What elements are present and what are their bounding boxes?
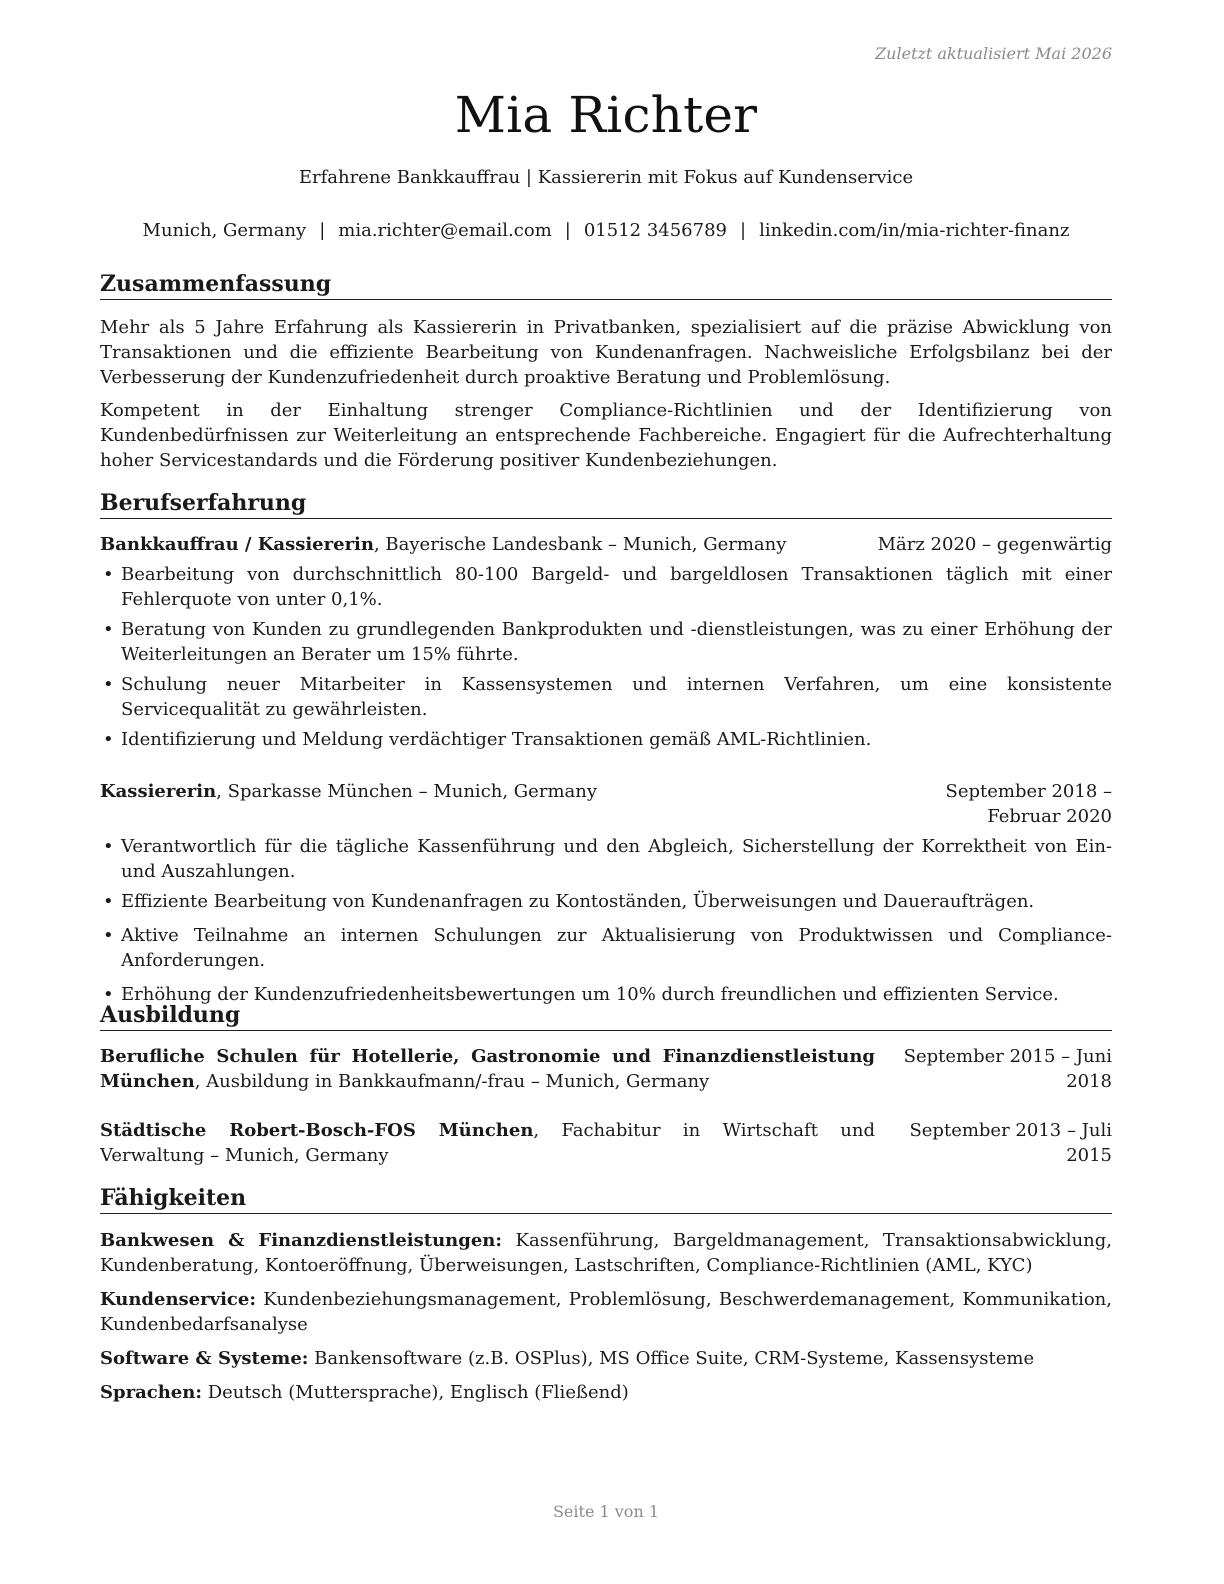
job-title: Bankkauffrau / Kassiererin [100,534,374,555]
page-number: Seite 1 von 1 [552,1502,660,1521]
education-detail: , Fachabitur in Wirtschaft und Verwaltung – Munich, Germany [100,1120,875,1166]
bullet-icon: • [103,984,114,1005]
list-item [100,562,1112,612]
job-title-line [100,779,597,829]
skill-group [100,1228,1112,1278]
job-dates: September 2018 – Februar 2020 [945,781,1112,827]
summary-section [100,270,1112,473]
school-name: Städtische Robert-Bosch-FOS München [100,1120,534,1141]
bullet-text: Effiziente Bearbeitung von Kundenanfragen zu Kontoständen, Überweisungen und Daueraufträgen. [121,891,1035,912]
bullet-icon: • [103,564,114,585]
contact-separator: | [319,220,326,241]
job-employer: , Bayerische Landesbank – Munich, Germany [373,534,787,555]
education-text [100,1044,875,1094]
bullet-icon: • [103,729,114,750]
contact-separator: | [564,220,571,241]
job-dates: März 2020 – gegenwärtig [877,534,1112,555]
job-header [100,779,1112,829]
skill-text: Kassenführung, Bargeldmanagement, Transaktionsabwicklung, Kundenberatung, Kontoeröffnung, Überweisungen, Lastschriften, Compliance-Richtlinien (AML, KYC) [100,1230,1112,1276]
list-item [100,727,1112,752]
list-item [100,617,1112,667]
section-heading: Berufserfahrung [100,489,1112,519]
skill-label: Bankwesen & Finanzdienstleistungen: [100,1230,503,1251]
skill-text: Kundenbeziehungsmanagement, Problemlösung, Beschwerdemanagement, Kommunikation, Kundenbedarfsanalyse [100,1289,1112,1335]
bullet-icon: • [103,836,114,857]
education-text [100,1118,875,1168]
skill-text: Bankensoftware (z.B. OSPlus), MS Office Suite, CRM-Systeme, Kassensysteme [308,1348,1035,1369]
skill-group [100,1380,1112,1405]
bullet-text: Erhöhung der Kundenzufriedenheitsbewertungen um 10% durch freundlichen und effizienten Service. [121,984,1059,1005]
list-item [100,672,1112,722]
contact-linkedin[interactable]: linkedin.com/in/mia-richter-finanz [759,220,1070,241]
skill-group [100,1287,1112,1337]
section-heading: Fähigkeiten [100,1184,1112,1214]
contact-location: Munich, Germany [142,220,307,241]
job-title-line [100,532,786,557]
bullet-icon: • [103,925,114,946]
education-dates: September 2013 – Juli 2015 [909,1120,1112,1166]
person-name: Mia Richter [454,86,758,144]
bullet-text: Aktive Teilnahme an internen Schulungen zur Aktualisierung von Produktwissen und Compliance-Anforderungen. [121,925,1112,971]
contact-email[interactable]: mia.richter@email.com [338,220,552,241]
contact-separator: | [740,220,747,241]
resume-page [100,0,1112,1584]
job-bullets [100,562,1112,752]
skill-label: Kundenservice: [100,1289,256,1310]
contact-line [100,220,1112,241]
section-heading: Zusammenfassung [100,270,1112,300]
bullet-text: Beratung von Kunden zu grundlegenden Bankprodukten und -dienstleistungen, was zu einer Erhöhung der Weiterleitungen an Berater um 15% führte. [121,619,1112,665]
bullet-text: Schulung neuer Mitarbeiter in Kassensystemen und internen Verfahren, um eine konsistente Servicequalität zu gewährleisten. [121,674,1112,720]
contact-phone[interactable]: 01512 3456789 [583,220,727,241]
summary-paragraph: Kompetent in der Einhaltung strenger Compliance-Richtlinien und der Identifizierung von Kundenbedürfnissen zur Weiterleitung an entsprechende Fachbereiche. Engagiert für die Aufrechterhaltung hoher Servicestandards und die Förderung positiver Kundenbeziehungen. [100,400,1112,471]
skill-label: Software & Systeme: [100,1348,309,1369]
bullet-text: Verantwortlich für die tägliche Kassenführung und den Abgleich, Sicherstellung der Korrektheit von Ein- und Auszahlungen. [121,836,1112,882]
skill-text: Deutsch (Muttersprache), Englisch (Fließend) [201,1382,629,1403]
experience-section [100,489,1112,1007]
education-entry [100,1118,1112,1168]
school-name: Berufliche Schulen für Hotellerie, Gastronomie und Finanzdienstleistung München [100,1046,875,1092]
job-title: Kassiererin [100,781,217,802]
bullet-icon: • [103,674,114,695]
education-detail: , Ausbildung in Bankkaufmann/-frau – Munich, Germany [194,1071,710,1092]
tagline: Erfahrene Bankkauffrau | Kassiererin mit Fokus auf Kundenservice [298,167,914,188]
job-bullets [100,834,1112,1007]
summary-paragraph: Mehr als 5 Jahre Erfahrung als Kassiererin in Privatbanken, spezialisiert auf die präzise Abwicklung von Transaktionen und die effiziente Bearbeitung von Kundenanfragen. Nachweisliche Erfolgsbilanz bei der Verbesserung der Kundenzufriedenheit durch proaktive Beratung und Problemlösung. [100,317,1112,388]
job-entry [100,532,1112,752]
bullet-icon: • [103,619,114,640]
bullet-icon: • [103,891,114,912]
list-item [100,834,1112,884]
list-item [100,889,1112,914]
job-entry [100,779,1112,1007]
skill-group [100,1346,1112,1371]
education-section [100,1001,1112,1168]
last-updated: Zuletzt aktualisiert Mai 2026 [875,44,1112,63]
skills-section [100,1184,1112,1405]
education-entry [100,1044,1112,1094]
job-header [100,532,1112,557]
section-heading: Ausbildung [100,1001,1112,1031]
bullet-text: Identifizierung und Meldung verdächtiger Transaktionen gemäß AML-Richtlinien. [121,729,872,750]
skill-label: Sprachen: [100,1382,202,1403]
job-employer: , Sparkasse München – Munich, Germany [216,781,598,802]
education-dates: September 2015 – Juni 2018 [903,1046,1112,1092]
list-item [100,923,1112,973]
bullet-text: Bearbeitung von durchschnittlich 80-100 Bargeld- und bargeldlosen Transaktionen täglich mit einer Fehlerquote von unter 0,1%. [121,564,1112,610]
